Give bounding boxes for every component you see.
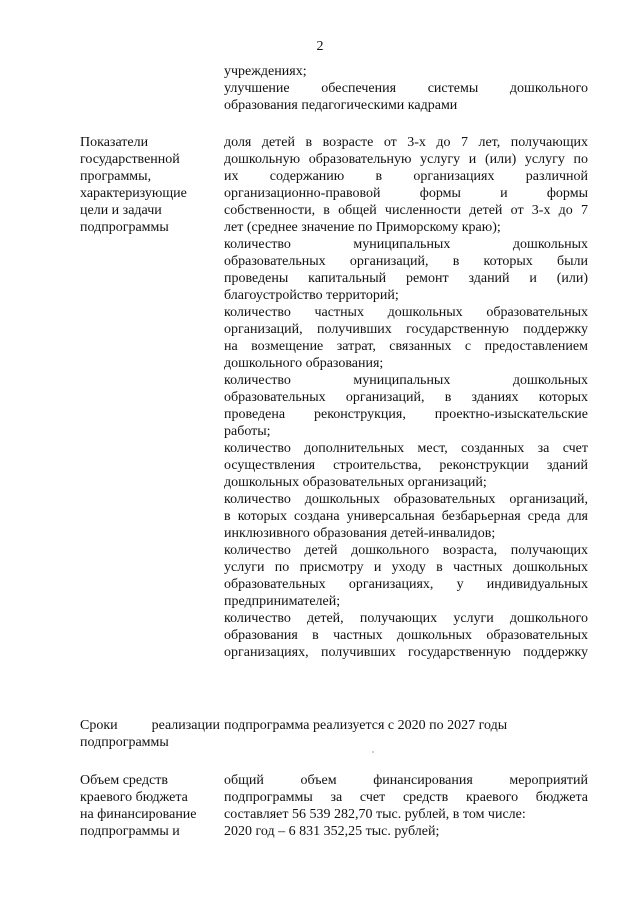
page-number: 2 bbox=[316, 39, 324, 54]
text-line: общий объем финансирования мероприятий bbox=[224, 773, 588, 788]
terms-text bbox=[224, 717, 588, 734]
text-line: количество детей дошкольного возраста, получающих bbox=[224, 543, 588, 558]
text-line: подпрограммы за счет средств краевого бюджета bbox=[224, 790, 588, 805]
text-line: организаций, получивших государственную поддержку bbox=[224, 322, 588, 337]
text-line: работы; bbox=[224, 424, 271, 439]
text-line: в которых создана универсальная безбарьерная среда для bbox=[224, 509, 588, 524]
budget-label bbox=[80, 772, 220, 840]
text-line: дошкольного образования; bbox=[224, 356, 384, 371]
text-line: собственности, в общей численности детей от 3-х до 7 bbox=[224, 203, 588, 218]
text-line: услуги по присмотру и уходу в частных дошкольных bbox=[224, 560, 588, 575]
text-line: дошкольную образовательную услугу и (или) услугу по bbox=[224, 152, 588, 167]
text-line: образовательных организаций, в которых были bbox=[224, 254, 588, 269]
text-line: на возмещение затрат, связанных с предоставлением bbox=[224, 339, 588, 354]
text-line: подпрограмма реализуется с 2020 по 2027 годы bbox=[224, 718, 508, 733]
label-line: Показатели bbox=[80, 135, 149, 150]
text-line: инклюзивного образования детей-инвалидов; bbox=[224, 526, 496, 541]
label-line: характеризующие bbox=[80, 186, 187, 201]
label-line: подпрограммы bbox=[80, 220, 169, 235]
label-line: Сроки реализации bbox=[80, 718, 220, 733]
label-line: на финансирование bbox=[80, 807, 197, 822]
text-line: количество дополнительных мест, созданных за счет bbox=[224, 441, 588, 456]
label-line: подпрограммы и bbox=[80, 824, 180, 839]
text-line: количество муниципальных дошкольных bbox=[224, 373, 588, 388]
text-line: улучшение обеспечения системы дошкольного bbox=[224, 81, 588, 96]
text-line: составляет 56 539 282,70 тыс. рублей, в том числе: bbox=[224, 807, 526, 822]
label-line: краевого бюджета bbox=[80, 790, 188, 805]
text-line: организационно-правовой формы и формы bbox=[224, 186, 588, 201]
text-line: доля детей в возрасте от 3-х до 7 лет, получающих bbox=[224, 135, 588, 150]
text-line: предпринимателей; bbox=[224, 594, 341, 609]
text-line: образования в частных дошкольных образовательных bbox=[224, 628, 588, 643]
speck-mark bbox=[372, 751, 374, 753]
label-line: государственной bbox=[80, 152, 180, 167]
indicators-label bbox=[80, 134, 220, 236]
text-line: их содержанию в организациях различной bbox=[224, 169, 588, 184]
text-line: организациях, получивших государственную поддержку bbox=[224, 645, 588, 660]
text-line: проведены капитальный ремонт зданий и (или) bbox=[224, 271, 588, 286]
text-line: образования педагогическими кадрами bbox=[224, 98, 458, 113]
label-line: цели и задачи bbox=[80, 203, 162, 218]
label-line: программы, bbox=[80, 169, 152, 184]
label-line: Объем средств bbox=[80, 773, 169, 788]
budget-text bbox=[224, 772, 588, 840]
text-line: учреждениях; bbox=[224, 64, 307, 79]
text-line: количество муниципальных дошкольных bbox=[224, 237, 588, 252]
text-line: осуществления строительства, реконструкции зданий bbox=[224, 458, 588, 473]
text-line: количество частных дошкольных образовательных bbox=[224, 305, 588, 320]
indicators-text bbox=[224, 134, 588, 661]
text-line: количество детей, получающих услуги дошкольного bbox=[224, 611, 588, 626]
text-line: образовательных организаций, в зданиях которых bbox=[224, 390, 588, 405]
text-line: количество дошкольных образовательных организаций, bbox=[224, 492, 588, 507]
terms-label bbox=[80, 717, 220, 751]
text-line: 2020 год – 6 831 352,25 тыс. рублей; bbox=[224, 824, 440, 839]
text-line: лет (среднее значение по Приморскому краю); bbox=[224, 220, 501, 235]
label-line: подпрограммы bbox=[80, 735, 169, 750]
text-line: дошкольных образовательных организаций; bbox=[224, 475, 487, 490]
text-line: благоустройство территорий; bbox=[224, 288, 399, 303]
text-line: проведена реконструкция, проектно-изыскательские bbox=[224, 407, 588, 422]
intro-text bbox=[224, 63, 588, 114]
text-line: образовательных организациях, у индивидуальных bbox=[224, 577, 588, 592]
